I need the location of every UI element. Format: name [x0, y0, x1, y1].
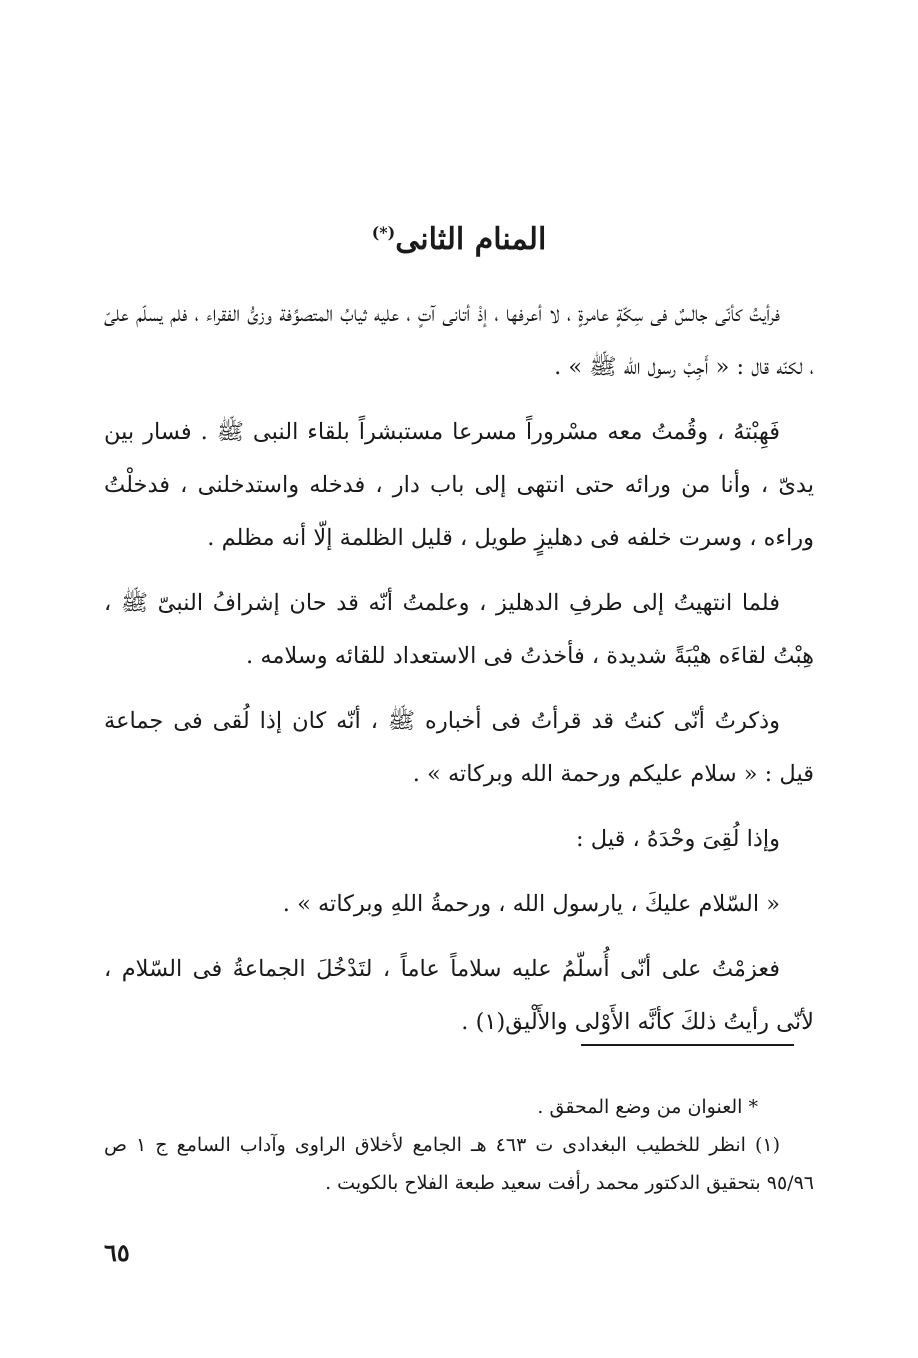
- paragraph-3: فلما انتهيتُ إلى طرفِ الدهليز ، وعلمتُ أنّه قد حان إشرافُ النبىّ ﷺ ، هِبْتُ لقاءَه هيْبَةً شديدة ، فأخذتُ فى الاستعداد للقائه وسلامه .: [104, 590, 814, 669]
- title-note-mark: (*): [371, 223, 396, 242]
- footnotes: [104, 1088, 814, 1202]
- footnote-title-note: * العنوان من وضع المحقق .: [537, 1096, 758, 1118]
- page-number: ٦٥: [104, 1238, 130, 1267]
- footnote-reference-1: (١) انظر للخطيب البغدادى ت ٤٦٣ هـ الجامع لأخلاق الراوى وآداب السامع ج ١ ص ٩٥/٩٦ بتحقيق الدكتور محمد رأفت سعيد طبعة الفلاح بالكويت .: [104, 1134, 814, 1194]
- paragraph-5: وإذا لُقِىَ وحْدَهُ ، قيل :: [576, 826, 780, 852]
- paragraph-7: فعزمْتُ على أنّى أُسلّمُ عليه سلاماً عاماً ، لتَدْخُلَ الجماعةُ فى السّلام ، لأنّى رأيتُ ذلكَ كأنَّه الأَوْلى والأَلْيق(١) .: [104, 956, 814, 1035]
- paragraph-4: وذكرتُ أنّى كنتُ قد قرأتُ فى أخباره ﷺ ، أنّه كان إذا لُقى فى جماعة قيل : « سلام عليكم ورحمة الله وبركاته » .: [104, 708, 814, 787]
- main-text: [104, 288, 814, 1061]
- paragraph-2: فَهِبْتهُ ، وقُمتُ معه مسْروراً مسرعا مستبشراً بلقاء النبى ﷺ . فسار بين يدىّ ، وأنا من ورائه حتى انتهى إلى باب دار ، فدخله واستدخلنى ، فدخلْتُ وراءه ، وسرت خلفه فى دهليزٍ طويل ، قليل الظلمة إلّا أنه مظلم .: [104, 419, 814, 551]
- paragraph-1: فرأيتُ كأنّى جالسٌ فى سِكّةٍ عامرةٍ ، لا أعرفها ، إذْ أتانى آتٍ ، عليه ثيابُ المتصوِّفة وزىُّ الفقراء ، فلم يسلّم علىّ ، لكنّه قال : « أَجِبْ رسول الله ﷺ » .: [104, 301, 814, 380]
- paragraph-6: « السّلام عليكَ ، يارسول الله ، ورحمةُ اللهِ وبركاته » .: [282, 891, 780, 917]
- section-title: [0, 222, 918, 257]
- footnote-divider: [581, 1044, 794, 1046]
- section-title-text: المنام الثانى: [395, 222, 547, 257]
